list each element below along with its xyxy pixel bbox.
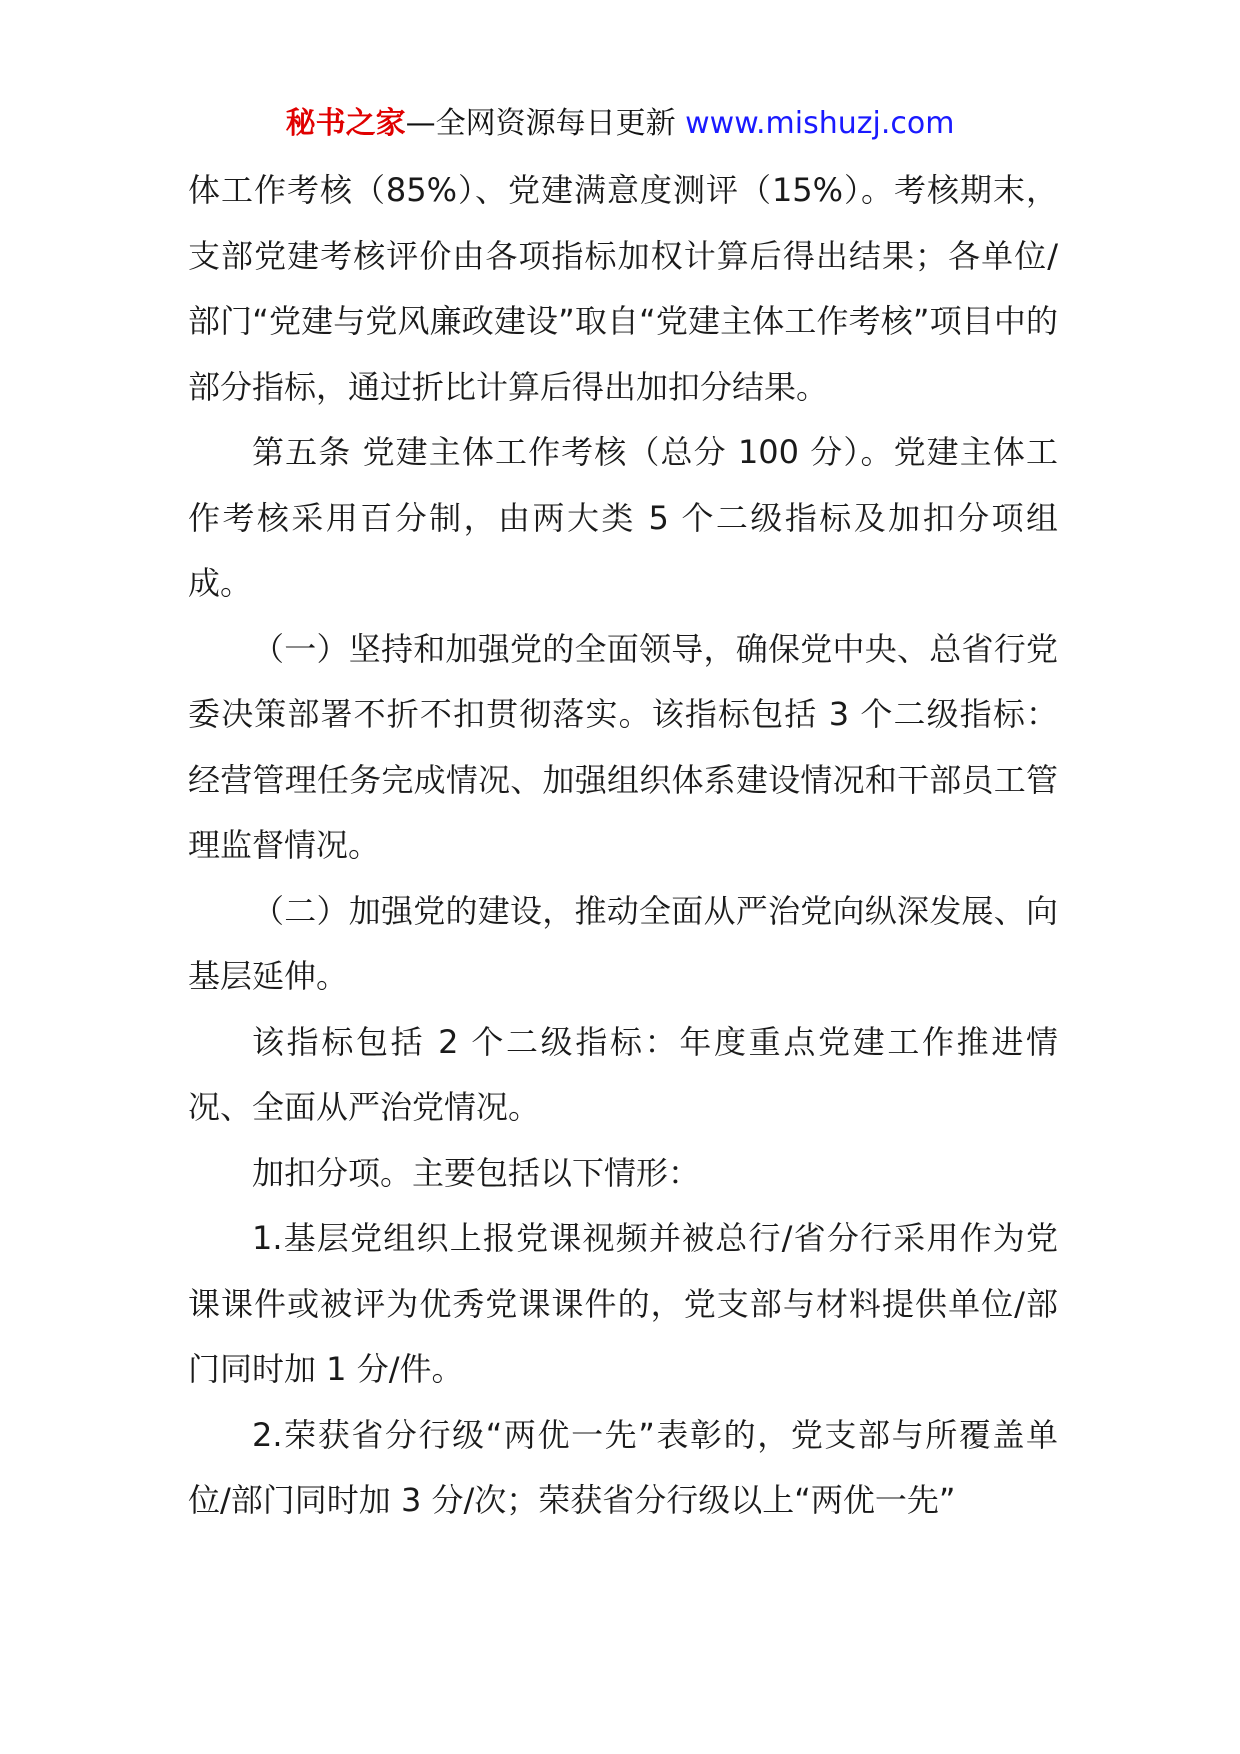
paragraph-item-2: （二）加强党的建设，推动全面从严治党向纵深发展、向基层延伸。	[188, 891, 1058, 995]
paragraph-item-1: （一）坚持和加强党的全面领导，确保党中央、总省行党委决策部署不折不扣贯彻落实。该指标包括 3 个二级指标：经营管理任务完成情况、加强组织体系建设情况和干部员工管理监督情况。	[188, 629, 1058, 864]
header-tagline: —全网资源每日更新	[405, 106, 686, 141]
paragraph-bonus-2: 2.荣获省分行级“两优一先”表彰的，党支部与所覆盖单位/部门同时加 3 分/次；荣获省分行级以上“两优一先”	[188, 1415, 1058, 1519]
document-header	[0, 104, 1240, 144]
paragraph-article-5: 第五条 党建主体工作考核（总分 100 分）。党建主体工作考核采用百分制，由两大类 5 个二级指标及加扣分项组成。	[188, 433, 1058, 602]
paragraph-continuation: 体工作考核（85%）、党建满意度测评（15%）。考核期末，支部党建考核评价由各项指标加权计算后得出结果；各单位/部门“党建与党风廉政建设”取自“党建主体工作考核”项目中的部分指标，通过折比计算后得出加扣分结果。	[188, 171, 1058, 406]
site-url-link[interactable]: www.mishuzj.com	[685, 106, 955, 141]
paragraph-bonus-intro: 加扣分项。主要包括以下情形：	[252, 1153, 701, 1192]
paragraph-bonus-1: 1.基层党组织上报党课视频并被总行/省分行采用作为党课课件或被评为优秀党课课件的，党支部与材料提供单位/部门同时加 1 分/件。	[188, 1219, 1058, 1388]
paragraph-item-2-detail: 该指标包括 2 个二级指标：年度重点党建工作推进情况、全面从严治党情况。	[188, 1022, 1058, 1126]
brand-name: 秘书之家	[285, 106, 406, 141]
document-body	[188, 158, 1058, 1534]
